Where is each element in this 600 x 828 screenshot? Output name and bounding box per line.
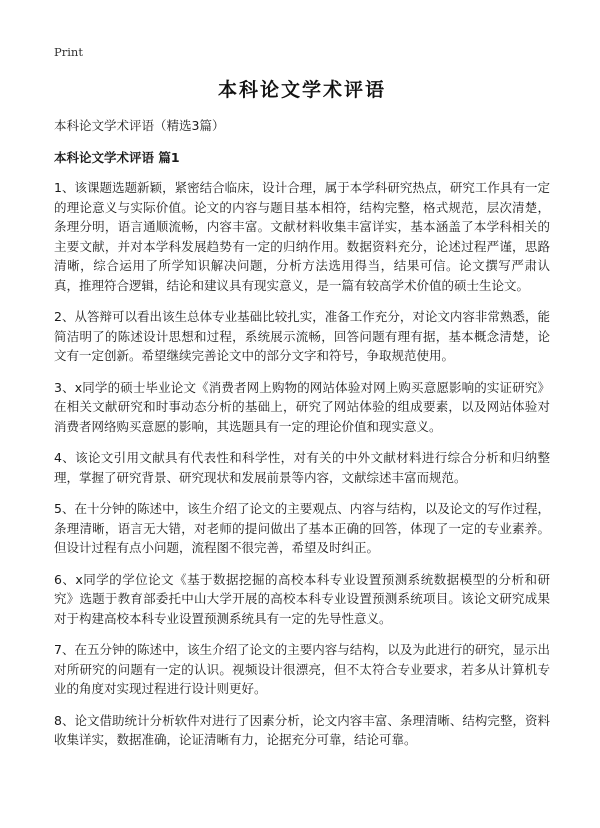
paragraph-5: 5、在十分钟的陈述中，该生介绍了论文的主要观点、内容与结构，以及论文的写作过程，条理清晰，语言无大错，对老师的提问做出了基本正确的回答，体现了一定的专业素养。但设计过程有点小问题，流程图不很完善，希望及时纠正。 [54, 501, 550, 555]
paragraph-3: 3、x同学的硕士毕业论文《消费者网上购物的网站体验对网上购买意愿影响的实证研究》在相关文献研究和时事动态分析的基础上，研究了网站体验的组成要素，以及网站体验对消费者网络购买意愿的影响，其选题具有一定的理论价值和现实意义。 [54, 379, 550, 434]
paragraph-4: 4、该论文引用文献具有代表性和科学性，对有关的中外文献材料进行综合分析和归纳整理，掌握了研究背景、研究现状和发展前景等内容，文献综述丰富而规范。 [54, 450, 550, 485]
document-title: 本科论文学术评语 [217, 79, 386, 101]
paragraph-6: 6、x同学的学位论文《基于数据挖掘的高校本科专业设置预测系统数据模型的分析和研究》选题于教育部委托中山大学开展的高校本科专业设置预测系统项目。该论文研究成果对于构建高校本科专业设置预测系统具有一定的先导性意义。 [54, 571, 550, 626]
document-subtitle: 本科论文学术评语（精选3篇） [54, 118, 225, 133]
paragraph-7: 7、在五分钟的陈述中，该生介绍了论文的主要内容与结构，以及为此进行的研究，显示出对所研究的问题有一定的认识。视频设计很漂亮，但不太符合专业要求，若多从计算机专业的角度对实现过程进行设计则更好。 [54, 642, 550, 696]
paragraph-8: 8、论文借助统计分析软件对进行了因素分析，论文内容丰富、条理清晰、结构完整，资料收集详实，数据准确，论证清晰有力，论据充分可靠，结论可靠。 [54, 712, 550, 747]
paragraph-1: 1、该课题选题新颖，紧密结合临床，设计合理，属于本学科研究热点，研究工作具有一定的理论意义与实际价值。论文的内容与题目基本相符，结构完整，格式规范，层次清楚，条理分明，语言通顺流畅，内容丰富。文献材料收集丰富详实，基本涵盖了本学科相关的主要文献，并对本学科发展趋势有一定的归纳作用。数据资料充分，论述过程严谨，思路清晰，综合运用了所学知识解决问题，分析方法选用得当，结果可信。论文撰写严肃认真，推理符合逻辑，结论和建议具有现实意义，是一篇有较高学术价值的硕士生论文。 [54, 180, 550, 293]
paragraph-2: 2、从答辩可以看出该生总体专业基础比较扎实，准备工作充分，对论文内容非常熟悉，能简洁明了的陈述设计思想和过程，系统展示流畅，回答问题有理有据，基本概念清楚，论文有一定创新。希望继续完善论文中的部分文字和符号，争取规范使用。 [54, 309, 550, 363]
print-label: Print [54, 45, 83, 59]
section-heading: 本科论文学术评语 篇1 [54, 150, 180, 165]
